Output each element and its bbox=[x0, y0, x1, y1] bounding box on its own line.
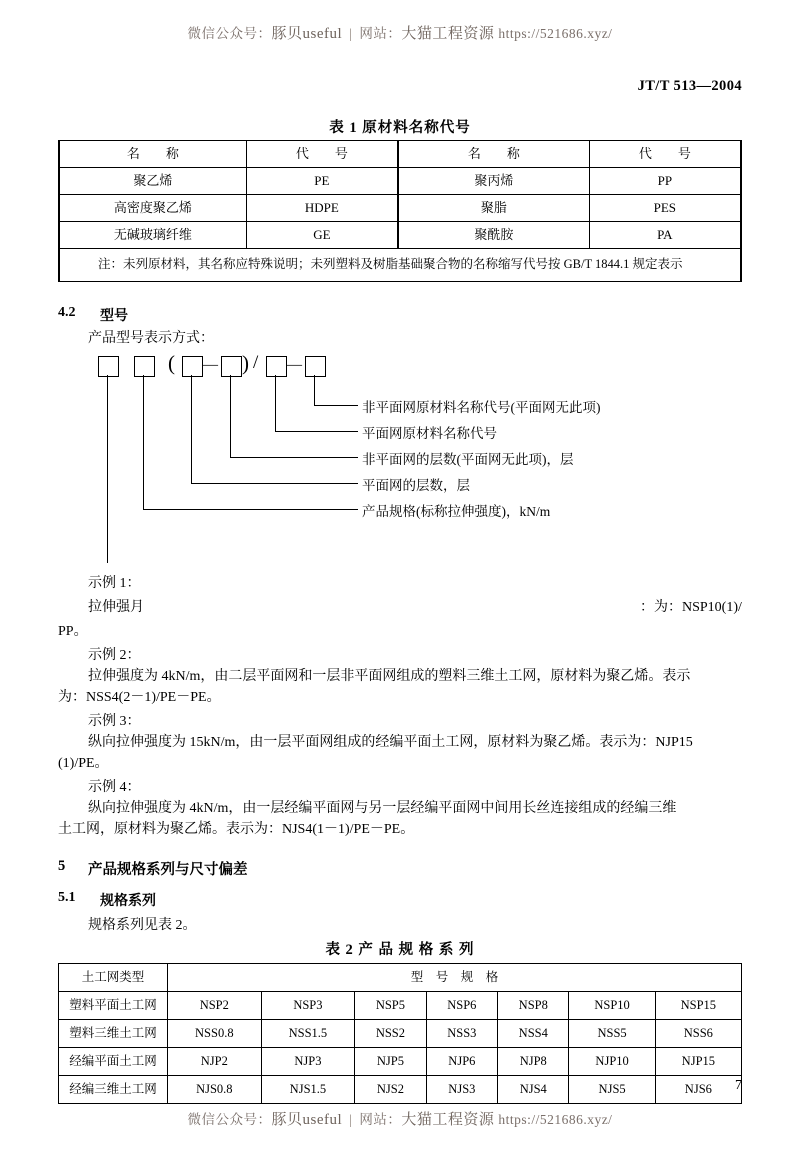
watermark-wechat-name: 豚贝useful bbox=[271, 26, 343, 42]
example-1-title: 示例 1： bbox=[88, 576, 141, 591]
section-5-title: 产品规格系列与尺寸偏差 bbox=[88, 862, 248, 878]
table-row bbox=[59, 168, 741, 195]
diagram-box-type bbox=[134, 356, 155, 377]
table2-cell: NJS1.5 bbox=[261, 1076, 355, 1104]
watermark-header bbox=[0, 22, 800, 43]
table2-cell: NJS4 bbox=[498, 1076, 569, 1104]
table2-cell: NSS3 bbox=[426, 1020, 497, 1048]
diagram-box-nonplanar-layers bbox=[221, 356, 242, 377]
table2-cell: NSP8 bbox=[498, 992, 569, 1020]
diagram-leader-line bbox=[143, 375, 144, 509]
table2-cell: NSP2 bbox=[168, 992, 262, 1020]
table1-caption: 表 1 原材料名称代号 bbox=[329, 120, 471, 136]
watermark-footer bbox=[0, 1108, 800, 1129]
example-2-line-1: 拉伸强度为 4kN/m，由二层平面网和一层非平面网组成的塑料三维土工网，原材料为聚乙烯。表示 bbox=[88, 669, 691, 684]
watermark-label-wechat: 微信公众号： bbox=[187, 1112, 272, 1127]
page-number: 7 bbox=[735, 1078, 742, 1093]
table1-cell: PP bbox=[589, 168, 741, 195]
diagram-legend-3: 非平面网的层数(平面网无此项)，层 bbox=[362, 452, 574, 467]
watermark-label-site: 网站： bbox=[359, 1112, 402, 1127]
table-row bbox=[59, 195, 741, 222]
section-4-2-number: 4.2 bbox=[58, 305, 76, 320]
diagram-legend-1: 非平面网原材料名称代号(平面网无此项) bbox=[362, 400, 601, 415]
diagram-leader-line bbox=[275, 375, 276, 431]
table2-cell: NSS4 bbox=[498, 1020, 569, 1048]
table2-row-label: 经编三维土工网 bbox=[59, 1076, 168, 1104]
table2-cell: NSS0.8 bbox=[168, 1020, 262, 1048]
table1-cell: 聚酰胺 bbox=[398, 222, 589, 249]
diagram-leader-line bbox=[230, 457, 358, 458]
watermark-separator: | bbox=[349, 26, 353, 41]
table1-cell: 无碱玻璃纤维 bbox=[59, 222, 246, 249]
section-5-1-number: 5.1 bbox=[58, 890, 76, 905]
table2-cell: NJP6 bbox=[426, 1048, 497, 1076]
table1-cell: HDPE bbox=[246, 195, 398, 222]
table-row bbox=[59, 992, 742, 1020]
diagram-dash-1: — bbox=[203, 357, 218, 373]
section-4-2-title: 型号 bbox=[100, 309, 128, 324]
table1-cell: 聚乙烯 bbox=[59, 168, 246, 195]
table2-cell: NJP15 bbox=[655, 1048, 741, 1076]
diagram-legend-4: 平面网的层数，层 bbox=[362, 478, 470, 493]
table2-cell: NSP5 bbox=[355, 992, 426, 1020]
table2-cell: NSS5 bbox=[569, 1020, 655, 1048]
standard-number: JT/T 513—2004 bbox=[637, 78, 742, 94]
table2-cell: NJS6 bbox=[655, 1076, 741, 1104]
diagram-dash-2: — bbox=[287, 357, 302, 373]
table-row bbox=[59, 222, 741, 249]
example-3-line-1: 纵向拉伸强度为 15kN/m，由一层平面网组成的经编平面土工网，原材料为聚乙烯。表示为：NJP15 bbox=[88, 735, 693, 750]
diagram-leader-line bbox=[143, 509, 358, 510]
diagram-box-nonplanar-material bbox=[305, 356, 326, 377]
watermark-site-name: 大猫工程资源 bbox=[401, 1112, 495, 1128]
table2-cell: NJS0.8 bbox=[168, 1076, 262, 1104]
diagram-leader-line bbox=[275, 431, 358, 432]
watermark-site-name: 大猫工程资源 bbox=[401, 26, 495, 42]
table2-cell: NSS2 bbox=[355, 1020, 426, 1048]
table2-cell: NJP8 bbox=[498, 1048, 569, 1076]
watermark-url: https://521686.xyz/ bbox=[498, 1112, 613, 1127]
example-2-title: 示例 2： bbox=[88, 648, 141, 663]
table1-cell: PA bbox=[589, 222, 741, 249]
table2-cell: NSP15 bbox=[655, 992, 741, 1020]
table2-header-type: 土工网类型 bbox=[59, 964, 168, 992]
table1-header-name-2: 名 称 bbox=[398, 141, 589, 168]
example-4-title: 示例 4： bbox=[88, 780, 141, 795]
table2-row-label: 经编平面土工网 bbox=[59, 1048, 168, 1076]
table-raw-material-codes bbox=[58, 140, 742, 282]
table2-cell: NJS3 bbox=[426, 1076, 497, 1104]
table2-cell: NJS5 bbox=[569, 1076, 655, 1104]
diagram-box-planar-layers bbox=[182, 356, 203, 377]
watermark-label-wechat: 微信公众号： bbox=[187, 26, 272, 41]
table1-header-name-1: 名 称 bbox=[59, 141, 246, 168]
diagram-box-planar-material bbox=[266, 356, 287, 377]
table2-cell: NSS1.5 bbox=[261, 1020, 355, 1048]
diagram-legend-2: 平面网原材料名称代号 bbox=[362, 426, 497, 441]
example-1-line-2: PP。 bbox=[58, 624, 88, 639]
table1-cell: 聚脂 bbox=[398, 195, 589, 222]
table2-cell: NJP10 bbox=[569, 1048, 655, 1076]
table2-cell: NJS2 bbox=[355, 1076, 426, 1104]
diagram-leader-line bbox=[314, 375, 315, 405]
table2-cell: NSP10 bbox=[569, 992, 655, 1020]
table-product-spec-series bbox=[58, 963, 742, 1104]
table1-cell: 高密度聚乙烯 bbox=[59, 195, 246, 222]
table2-row-label: 塑料平面土工网 bbox=[59, 992, 168, 1020]
diagram-leader-line bbox=[191, 483, 358, 484]
table2-caption: 表 2 产 品 规 格 系 列 bbox=[325, 942, 475, 958]
table-row bbox=[59, 249, 741, 282]
section-5-number: 5 bbox=[58, 858, 66, 874]
table1-header-code-1: 代 号 bbox=[246, 141, 398, 168]
example-3-title: 示例 3： bbox=[88, 714, 141, 729]
section-5-1-text: 规格系列见表 2。 bbox=[88, 918, 197, 933]
diagram-leader-line bbox=[107, 375, 108, 563]
table2-row-label: 塑料三维土工网 bbox=[59, 1020, 168, 1048]
diagram-paren-open: ( bbox=[168, 351, 175, 375]
table1-cell: PES bbox=[589, 195, 741, 222]
watermark-wechat-name: 豚贝useful bbox=[271, 1112, 343, 1128]
example-1-line-1: 拉伸强月 bbox=[88, 600, 144, 615]
section-4-2-intro: 产品型号表示方式： bbox=[88, 331, 214, 346]
table2-cell: NSP6 bbox=[426, 992, 497, 1020]
table1-header-code-2: 代 号 bbox=[589, 141, 741, 168]
diagram-slash: / bbox=[253, 352, 259, 373]
diagram-legend-5: 产品规格(标称拉伸强度)，kN/m bbox=[362, 504, 551, 519]
table-row bbox=[59, 964, 742, 992]
table-row bbox=[59, 1020, 742, 1048]
table1-cell: 聚丙烯 bbox=[398, 168, 589, 195]
table2-cell: NJP5 bbox=[355, 1048, 426, 1076]
table2-cell: NJP2 bbox=[168, 1048, 262, 1076]
table-row bbox=[59, 1048, 742, 1076]
example-1-line-1b: ：为：NSP10(1)/ bbox=[640, 600, 742, 615]
table2-cell: NSS6 bbox=[655, 1020, 741, 1048]
diagram-box-spec bbox=[98, 356, 119, 377]
table1-cell: PE bbox=[246, 168, 398, 195]
diagram-leader-line bbox=[230, 375, 231, 457]
watermark-separator: | bbox=[349, 1112, 353, 1127]
watermark-label-site: 网站： bbox=[359, 26, 402, 41]
diagram-leader-line bbox=[191, 375, 192, 483]
table-row bbox=[59, 1076, 742, 1104]
diagram-paren-close: ) bbox=[242, 351, 249, 375]
example-4-line-2: 土工网，原材料为聚乙烯。表示为：NJS4(1－1)/PE－PE。 bbox=[58, 822, 415, 837]
table2-cell: NSP3 bbox=[261, 992, 355, 1020]
model-designation-diagram bbox=[90, 348, 710, 563]
watermark-url: https://521686.xyz/ bbox=[498, 26, 613, 41]
table1-cell: GE bbox=[246, 222, 398, 249]
table1-note: 注：未列原材料，其名称应特殊说明；未列塑料及树脂基础聚合物的名称缩写代号按 GB/T 1844.1 规定表示 bbox=[59, 249, 741, 282]
table2-header-group: 型 号 规 格 bbox=[168, 964, 742, 992]
example-2-line-2: 为：NSS4(2－1)/PE－PE。 bbox=[58, 690, 221, 705]
diagram-leader-line bbox=[314, 405, 358, 406]
section-5-1-title: 规格系列 bbox=[100, 894, 156, 909]
table-row bbox=[59, 141, 741, 168]
table2-cell: NJP3 bbox=[261, 1048, 355, 1076]
example-3-line-2: (1)/PE。 bbox=[58, 756, 109, 771]
example-4-line-1: 纵向拉伸强度为 4kN/m，由一层经编平面网与另一层经编平面网中间用长丝连接组成的经编三维 bbox=[88, 801, 677, 816]
